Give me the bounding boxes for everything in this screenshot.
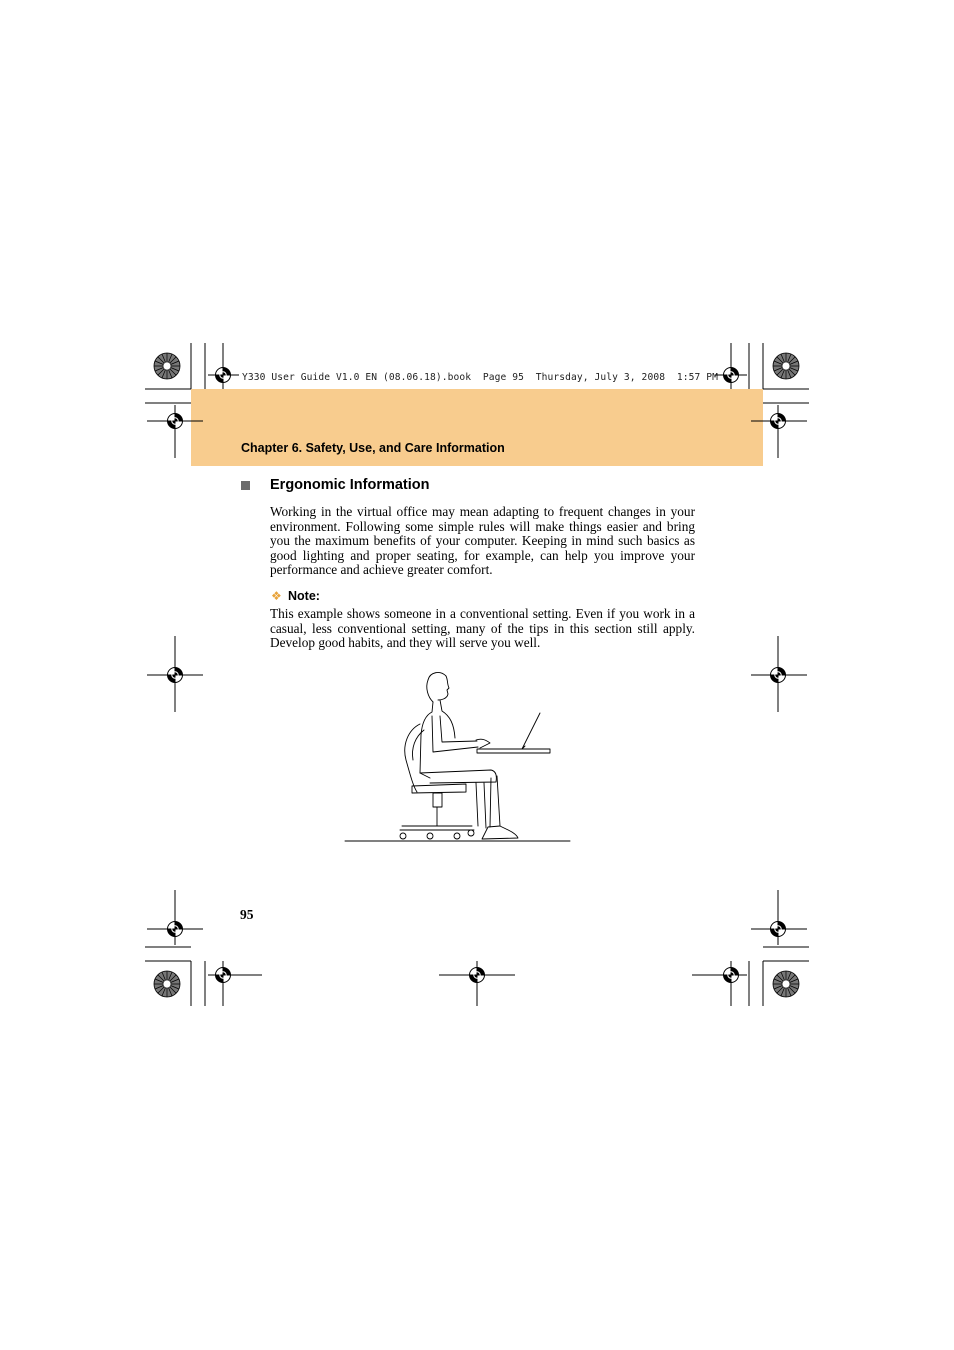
registration-mark-icon	[470, 968, 485, 983]
top-crop-lines	[145, 343, 809, 458]
color-target-icon	[154, 353, 180, 379]
chapter-title: Chapter 6. Safety, Use, and Care Information	[241, 441, 505, 455]
registration-mark-icon	[216, 968, 231, 983]
section-body-paragraph: Working in the virtual office may mean adapting to frequent changes in your environment. Following some simple rules will make things easier and bring you the maximum benefits of your computer. Keeping in mind such basics as good lighting and proper seating, for example, can help you improve your performance and achieve greater comfort.	[270, 504, 695, 578]
registration-mark-icon	[168, 922, 183, 937]
page-number: 95	[240, 907, 254, 922]
registration-mark-icon	[771, 414, 786, 429]
registration-mark-icon	[771, 668, 786, 683]
color-target-icon	[773, 353, 799, 379]
print-slug-line: Y330 User Guide V1.0 EN (08.06.18).book Page 95 Thursday, July 3, 2008 1:57 PM	[242, 372, 718, 383]
color-target-icon	[773, 971, 799, 997]
registration-mark-icon	[724, 968, 739, 983]
section-heading: Ergonomic Information	[270, 477, 430, 493]
ergonomic-posture-figure	[345, 673, 570, 841]
color-target-icon	[154, 971, 180, 997]
registration-mark-icon	[168, 414, 183, 429]
registration-mark-icon	[771, 922, 786, 937]
note-label: Note:	[288, 589, 320, 603]
registration-mark-icon	[216, 368, 231, 383]
registration-mark-icon	[168, 668, 183, 683]
registration-mark-icon	[724, 368, 739, 383]
note-body-paragraph: This example shows someone in a conventional setting. Even if you work in a casual, less conventional setting, many of the tips in this section still apply. Develop good habits, and they will serve you well.	[270, 606, 695, 651]
note-diamond-icon: ❖	[271, 589, 282, 603]
